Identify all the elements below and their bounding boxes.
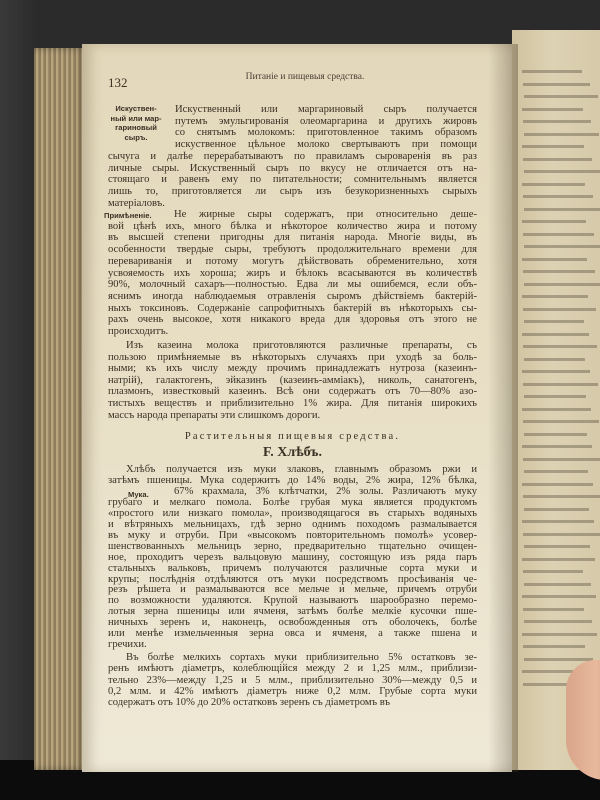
text-line: гречихи.	[108, 639, 147, 651]
text-line: рахъ очень высокое, хотя никакого вреда для здоровья отъ этого не	[108, 314, 477, 326]
facing-page-text-line	[523, 533, 600, 536]
facing-page-text-line	[523, 270, 595, 273]
facing-page-text-line	[523, 195, 593, 198]
book-gutter	[488, 44, 518, 772]
text-line: путемъ эмульгированія олеомаргарина и другихъ жировъ	[175, 115, 477, 127]
text-line: 0,2 млм. и 42% имѣютъ діаметръ ниже 0,2 млм. Грубые сорта муки	[108, 685, 477, 697]
text-line: перевариванія и потому могутъ дѣйствовать обременительно, хотя	[108, 255, 477, 267]
facing-page-text-line	[522, 295, 588, 298]
facing-page-text-line	[524, 583, 591, 586]
facing-page-text-line	[523, 120, 591, 123]
sidenote-artificial-cheese	[104, 104, 168, 142]
text-line: стальныхъ вальковъ, причемъ получаются различные сорта муки и	[108, 562, 477, 574]
text-line: тистыхъ веществъ и приблизительно 1% жира. Для питанія широкихъ	[108, 398, 477, 409]
facing-page-text-line	[522, 220, 586, 223]
facing-page-text-line	[524, 470, 588, 473]
facing-page-text-line	[522, 408, 591, 411]
text-line: массъ народа препараты эти слишкомъ дороги.	[108, 409, 321, 421]
text-line: яснимъ иногда наблюдаемыя отравленія сыромъ дѣйствіемъ бактерій-	[108, 290, 477, 302]
text-line: Искуственный или маргариновый сыръ получается	[175, 104, 477, 115]
text-line: вой цѣнѣ ихъ, много бѣлка и нѣкоторое количество жира и потому	[108, 220, 477, 232]
text-line: пользою примѣняемые въ нѣкоторыхъ случаяхъ при уходѣ за боль-	[108, 351, 477, 363]
facing-page-text-line	[522, 183, 585, 186]
facing-page-text-line	[524, 133, 599, 136]
facing-page-text-line	[524, 245, 600, 248]
facing-page-text-line	[524, 208, 600, 211]
facing-page-text-line	[524, 658, 593, 661]
facing-page-text-line	[522, 520, 594, 523]
sidenote-line: Искуствен-	[115, 104, 157, 113]
text-line: усвояемость ихъ хороша; жиръ и бѣлокъ всасываются въ количествѣ	[108, 267, 477, 279]
facing-page-text-line	[524, 95, 598, 98]
text-line: ными; къ ихъ числу между прочимъ принадлежатъ нутроза (казеинъ-	[108, 363, 477, 375]
facing-page-text-line	[523, 458, 600, 461]
text-line: происходитъ.	[108, 326, 169, 337]
text-line: затѣмъ пшеницы. Мука содержитъ до 14% воды, 2% жира, 12% бѣлка,	[108, 474, 477, 486]
facing-page-text-line	[523, 83, 590, 86]
text-line: «простого или низкаго помола», производящагося въ старыхъ водяныхъ	[108, 507, 477, 519]
text-line: въ высшей степени пригодны для питанія народа. Многіе виды, въ	[108, 232, 477, 244]
text-line: или менѣе измельченныя зерна овса и ячменя, а также пшена и	[108, 628, 477, 640]
text-line: ренъ имѣютъ діаметръ, колеблющійся между 2 и 1,25 млм., приблизи-	[108, 663, 477, 675]
text-line: грубаго и мелкаго помола. Болѣе грубая мука является продуктомъ	[108, 496, 477, 508]
text-line: матеріаловъ.	[108, 197, 165, 209]
facing-page-text-line	[523, 383, 598, 386]
facing-page-text-line	[523, 608, 584, 611]
section-heading: Растительныя пищевыя средства.	[184, 431, 401, 442]
facing-page-text-line	[524, 358, 585, 361]
text-line: и вѣтряныхъ мельницахъ, гдѣ зерно однимъ походомъ размалывается	[108, 518, 477, 530]
facing-page-text-line	[522, 445, 592, 448]
text-line: Изъ казеина молока приготовляются различные препараты, съ	[126, 340, 477, 351]
facing-page-text-line	[522, 333, 589, 336]
facing-page-text-line	[524, 395, 586, 398]
text-line: Хлѣбъ получается изъ муки злаковъ, главнымъ образомъ ржи и	[126, 464, 477, 475]
facing-page-text-line	[524, 170, 600, 173]
sidenote-application: Примѣненіе.	[104, 211, 152, 220]
facing-page-text-line	[522, 483, 593, 486]
facing-page-text-line	[522, 633, 597, 636]
facing-page-text-line	[523, 420, 599, 423]
text-line: по возможности удаляются. Крупой называютъ шарообразно перемо-	[108, 595, 477, 607]
facing-page-text-line	[523, 570, 583, 573]
running-title: Питаніе и пищевыя средства.	[245, 72, 365, 82]
facing-page-text-line	[524, 508, 589, 511]
text-line: искуственное цѣльное молоко свертываютъ при помощи	[175, 139, 477, 151]
text-line: 67% крахмала, 3% клѣтчатки, 2% золы. Различаютъ муку	[174, 485, 477, 497]
facing-page	[512, 30, 600, 770]
text-line: резъ рѣшета и размалываются все мельче и мельче, причемъ отруби	[108, 584, 477, 596]
facing-page-text-line	[523, 158, 592, 161]
sidenote-line: гариновый	[115, 123, 157, 132]
facing-page-text-line	[523, 645, 585, 648]
text-line: Въ болѣе мелкихъ сортахъ муки приблизительно 5% остатковъ зе-	[126, 652, 477, 663]
text-line: ныхъ токсиновъ. Содержаніе сапрофитныхъ бактерій въ нѣкоторыхъ сы-	[108, 302, 477, 314]
sidenote-line: сыръ.	[124, 132, 148, 142]
text-line: Не жирные сыры содержатъ, при относительно деше-	[174, 209, 477, 220]
sidenote-flour: Мука.	[128, 490, 149, 499]
facing-page-text-line	[522, 370, 590, 373]
facing-page-text-line	[524, 283, 600, 286]
facing-page-text-line	[523, 345, 597, 348]
text-line: личные сыры. Искуственный сыръ по вкусу не отличается отъ на-	[108, 162, 477, 174]
text-line: ничныхъ зеренъ и, наконецъ, освобожденныя отъ оболочекъ, болѣе	[108, 617, 477, 629]
facing-page-text-line	[522, 595, 596, 598]
facing-page-text-line	[523, 308, 596, 311]
facing-page-text-line	[523, 495, 600, 498]
facing-page-text-line	[522, 108, 583, 111]
text-line: сычуга и далѣе перерабатываютъ по правиламъ сыроваренія въ раз	[108, 150, 477, 162]
page-number: 132	[108, 75, 128, 90]
text-line: лишь то, приготовляется ли сыръ изъ безукоризненныхъ сырыхъ	[108, 185, 477, 197]
facing-page-text-line	[523, 233, 594, 236]
chapter-heading: F. Хлѣбъ.	[263, 445, 322, 460]
text-line: въ муку и отруби. При «высокомъ повторительномъ помолѣ» усовер-	[108, 529, 477, 541]
facing-page-text-line	[522, 558, 595, 561]
text-line: тельно 23%—между 1,25 и 5 млм., приблизительно 30%—между 0,5 и	[108, 674, 477, 686]
text-line: 90%, молочный сахаръ—полностью. Едва ли мы ошибемся, если объ-	[108, 279, 477, 291]
facing-page-text-line	[522, 258, 587, 261]
text-line: особенности твердые сыры, требуютъ продолжительнаго времени для	[108, 244, 477, 256]
text-line: шенствованныхъ мельницъ зерно, предварительно тщательно очищен-	[108, 540, 477, 552]
facing-page-text-line	[524, 620, 592, 623]
text-line: со снятымъ молокомъ: приготовленное такимъ образомъ	[175, 127, 477, 139]
facing-page-text-line	[522, 70, 582, 73]
facing-page-text-line	[524, 433, 587, 436]
text-line: содержатъ отъ 10% до 20% остатковъ зеренъ съ діаметромъ въ	[108, 697, 390, 709]
text-line: ное, проходитъ черезъ вальцовую машину, состоящую изъ ряда паръ	[108, 551, 477, 563]
text-line: плазмонъ, известковый казеинъ. Всѣ они содержатъ отъ 70—80% азо-	[108, 386, 477, 398]
sidenote-line: ный или мар-	[110, 113, 162, 123]
facing-page-text-line	[522, 145, 584, 148]
text-line: стоящаго и равенъ ему по питательности; сомнительнымъ является	[108, 174, 477, 186]
facing-page-text-line	[524, 545, 590, 548]
facing-page-text-line	[524, 320, 584, 323]
page-stack-edge	[34, 48, 86, 770]
text-line: крупы; послѣднія отдѣляются отъ муки посредствомъ просѣиванія че-	[108, 573, 477, 585]
text-line: натрій), галактогенъ, эйказинъ (казеинъ-аммiакъ), николь, санатогенъ,	[108, 374, 477, 386]
text-line: лотыя зерна пшеницы или ячменя, затѣмъ болѣе мелкіе кусочки пше-	[108, 606, 477, 618]
